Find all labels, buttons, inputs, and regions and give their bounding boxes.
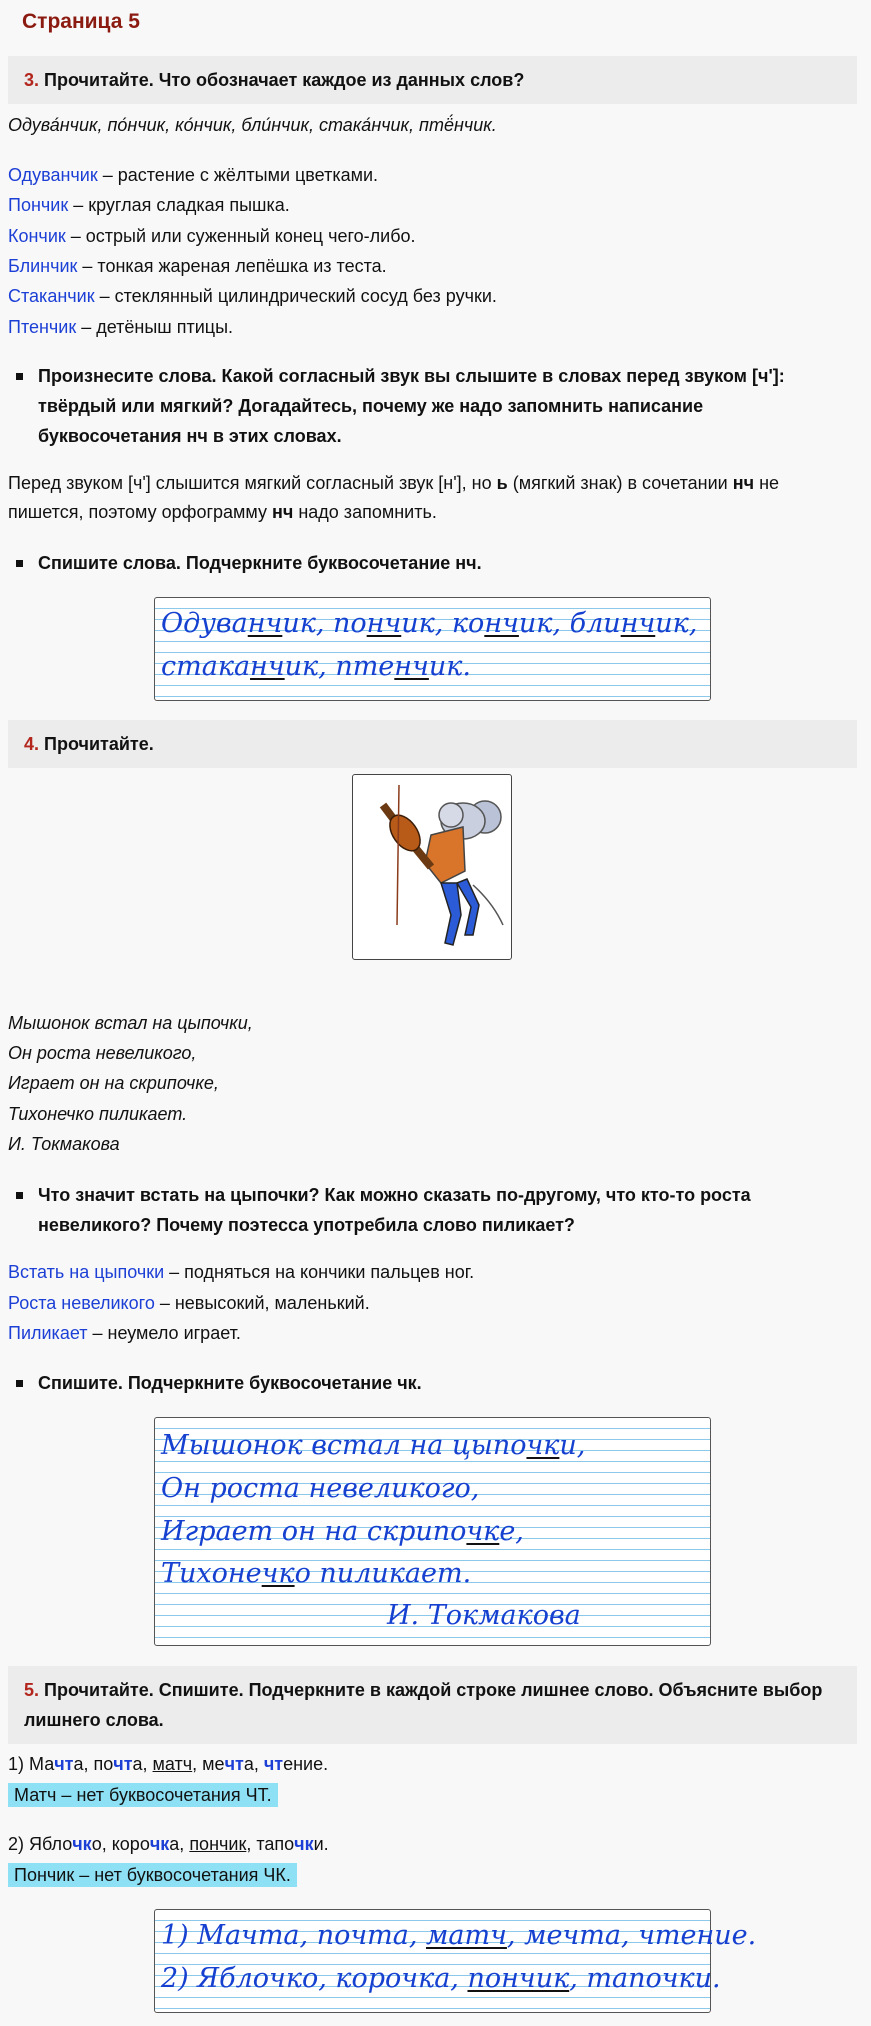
definition-row (8, 160, 378, 190)
mouse-violin-drawing (353, 775, 511, 959)
task5-answer-2: Пончик – нет буквосочетания ЧК. (8, 1860, 297, 1890)
definition-row (8, 1288, 370, 1318)
task3-title: Прочитайте. Что обозначает каждое из данных слов? (44, 70, 525, 90)
definition-row (8, 312, 233, 342)
page-title: Страница 5 (22, 10, 140, 33)
mouse-violin-illustration (352, 774, 512, 960)
poem-line: Тихонечко пиликает. (8, 1104, 188, 1124)
task5-number: 5. (24, 1680, 40, 1700)
handwriting-line: стаканчик, птенчик. (161, 651, 471, 682)
task4-number: 4. (24, 734, 40, 754)
task3-header (8, 56, 857, 104)
definition-text: – круглая сладкая пышка. (68, 195, 290, 215)
task4-header (8, 720, 857, 768)
task4-title: Прочитайте. (44, 734, 154, 754)
handwriting-line: 1) Мачта, почта, матч, мечта, чтение. (161, 1920, 757, 1951)
task3-bullet-question: Произнесите слова. Какой согласный звук вы слышите в словах перед звуком [ч']: твёрдый или мягкий? Догадайтесь, почему же надо запомнить написание буквосочетания нч в этих словах. (38, 361, 838, 451)
handwriting-line: Одуванчик, пончик, кончик, блинчик, (161, 608, 698, 639)
definition-term: Блинчик (8, 256, 78, 276)
handwriting-line: Играет он на скрипочке, (161, 1516, 524, 1547)
task5-header (8, 1666, 857, 1744)
definition-term: Кончик (8, 226, 66, 246)
definition-term: Роста невеликого (8, 1293, 155, 1313)
definition-row (8, 190, 290, 220)
handwriting-line: Мышонок встал на цыпочки, (161, 1430, 586, 1461)
definition-term: Стаканчик (8, 286, 95, 306)
definition-text: – острый или суженный конец чего-либо. (65, 226, 416, 246)
task3-number: 3. (24, 70, 40, 90)
handwriting-author: И. Токмакова (387, 1600, 581, 1631)
definition-text: – тонкая жареная лепёшка из теста. (77, 256, 387, 276)
poem-line: Он роста невеликого, (8, 1043, 197, 1063)
handwriting-line: Тихонечко пиликает. (161, 1558, 472, 1589)
definition-term: Пончик (8, 195, 69, 215)
task5-row-2: 2) Яблочко, корочка, пончик, тапочки. (8, 1834, 329, 1854)
task5-answer-1: Матч – нет буквосочетания ЧТ. (8, 1780, 278, 1810)
definition-row (8, 251, 387, 281)
task4-bullet-question: Что значит встать на цыпочки? Как можно сказать по-другому, что кто-то роста невеликого? Почему поэтесса употребила слово пиликает? (38, 1180, 838, 1240)
definition-row (8, 1318, 241, 1348)
task3-notebook (154, 597, 711, 701)
task3-answer: Перед звуком [ч'] слышится мягкий согласный звук [н'], но ь (мягкий знак) в сочетании нч не пишется, поэтому орфограмму нч надо запомнить. (8, 473, 780, 522)
definition-text: – стеклянный цилиндрический сосуд без ручки. (94, 286, 497, 306)
definition-text: – детёныш птицы. (76, 317, 234, 337)
definition-term: Одуванчик (8, 165, 98, 185)
poem-line: Мышонок встал на цыпочки, (8, 1013, 253, 1033)
task3-words: Одува́нчик, по́нчик, ко́нчик, бли́нчик, стака́нчик, птё́нчик. (8, 115, 497, 135)
definition-text: – растение с жёлтыми цветками. (97, 165, 379, 185)
handwriting-line: 2) Яблочко, корочка, пончик, тапочки. (161, 1963, 721, 1994)
task3-bullet-copy: Спишите слова. Подчеркните буквосочетание нч. (38, 548, 838, 578)
definition-term: Пиликает (8, 1323, 88, 1343)
definition-term: Птенчик (8, 317, 77, 337)
definition-row (8, 221, 416, 251)
task5-title: Прочитайте. Спишите. Подчеркните в каждой строке лишнее слово. Объясните выбор лишнего слова. (24, 1680, 823, 1730)
task4-bullet-copy: Спишите. Подчеркните буквосочетание чк. (38, 1368, 838, 1398)
task4-notebook (154, 1417, 711, 1646)
definition-text: – неумело играет. (87, 1323, 241, 1343)
definition-text: – невысокий, маленький. (154, 1293, 370, 1313)
definition-text: – подняться на кончики пальцев ног. (164, 1262, 475, 1282)
definition-row (8, 281, 497, 311)
handwriting-line: Он роста невеликого, (161, 1473, 480, 1504)
definition-row (8, 1257, 474, 1287)
task5-notebook (154, 1909, 757, 2013)
poem-line: Играет он на скрипочке, (8, 1073, 219, 1093)
task5-row-1: 1) Мачта, почта, матч, мечта, чтение. (8, 1754, 329, 1774)
poem-author: И. Токмакова (8, 1134, 120, 1154)
definition-term: Встать на цыпочки (8, 1262, 165, 1282)
